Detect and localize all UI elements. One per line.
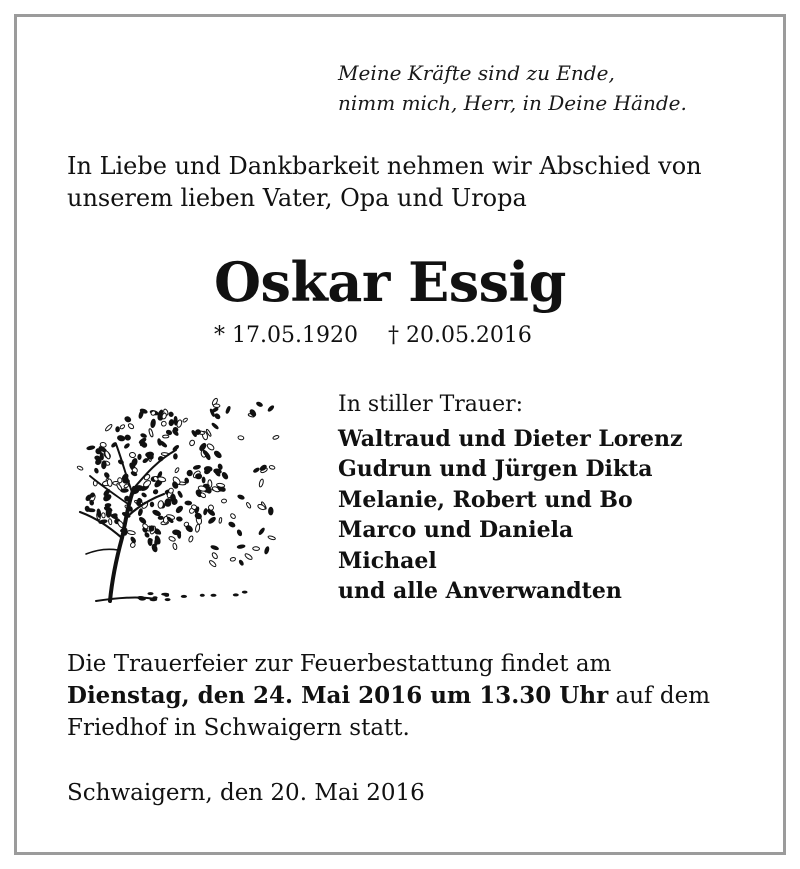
funeral-line-3: Friedhof in Schwaigern statt. — [67, 715, 410, 741]
funeral-line-2-rest: auf dem — [608, 683, 711, 709]
intro-line-1: In Liebe und Dankbarkeit nehmen wir Abschied von — [67, 152, 702, 180]
place-and-date: Schwaigern, den 20. Mai 2016 — [67, 780, 425, 806]
mourner-name: Melanie, Robert und Bo — [338, 486, 633, 513]
funeral-line-2 — [67, 680, 710, 712]
funeral-info — [67, 648, 710, 744]
verse — [338, 58, 687, 118]
mourning-heading: In stiller Trauer: — [338, 392, 524, 417]
mourner-name: Michael — [338, 547, 437, 574]
intro-text — [67, 150, 702, 214]
mourner-name: und alle Anverwandten — [338, 578, 622, 605]
mourner-name: Marco und Daniela — [338, 517, 574, 544]
verse-line-1: Meine Kräfte sind zu Ende, — [338, 61, 615, 85]
mourner-name: Gudrun und Jürgen Dikta — [338, 456, 653, 483]
funeral-line-1: Die Trauerfeier zur Feuerbestattung findet am — [67, 651, 612, 677]
mourner-name: Waltraud und Dieter Lorenz — [338, 426, 683, 452]
death-date: † 20.05.2016 — [387, 323, 532, 348]
life-dates — [214, 322, 532, 350]
tree-with-falling-leaves-icon — [66, 380, 281, 605]
mourners-list — [338, 424, 683, 606]
intro-line-2: unserem lieben Vater, Opa und Uropa — [67, 184, 527, 212]
birth-date: * 17.05.1920 — [214, 323, 358, 348]
funeral-date-time: Dienstag, den 24. Mai 2016 um 13.30 Uhr — [67, 682, 609, 709]
verse-line-2: nimm mich, Herr, in Deine Hände. — [338, 91, 687, 115]
deceased-name: Oskar Essig — [214, 250, 566, 314]
